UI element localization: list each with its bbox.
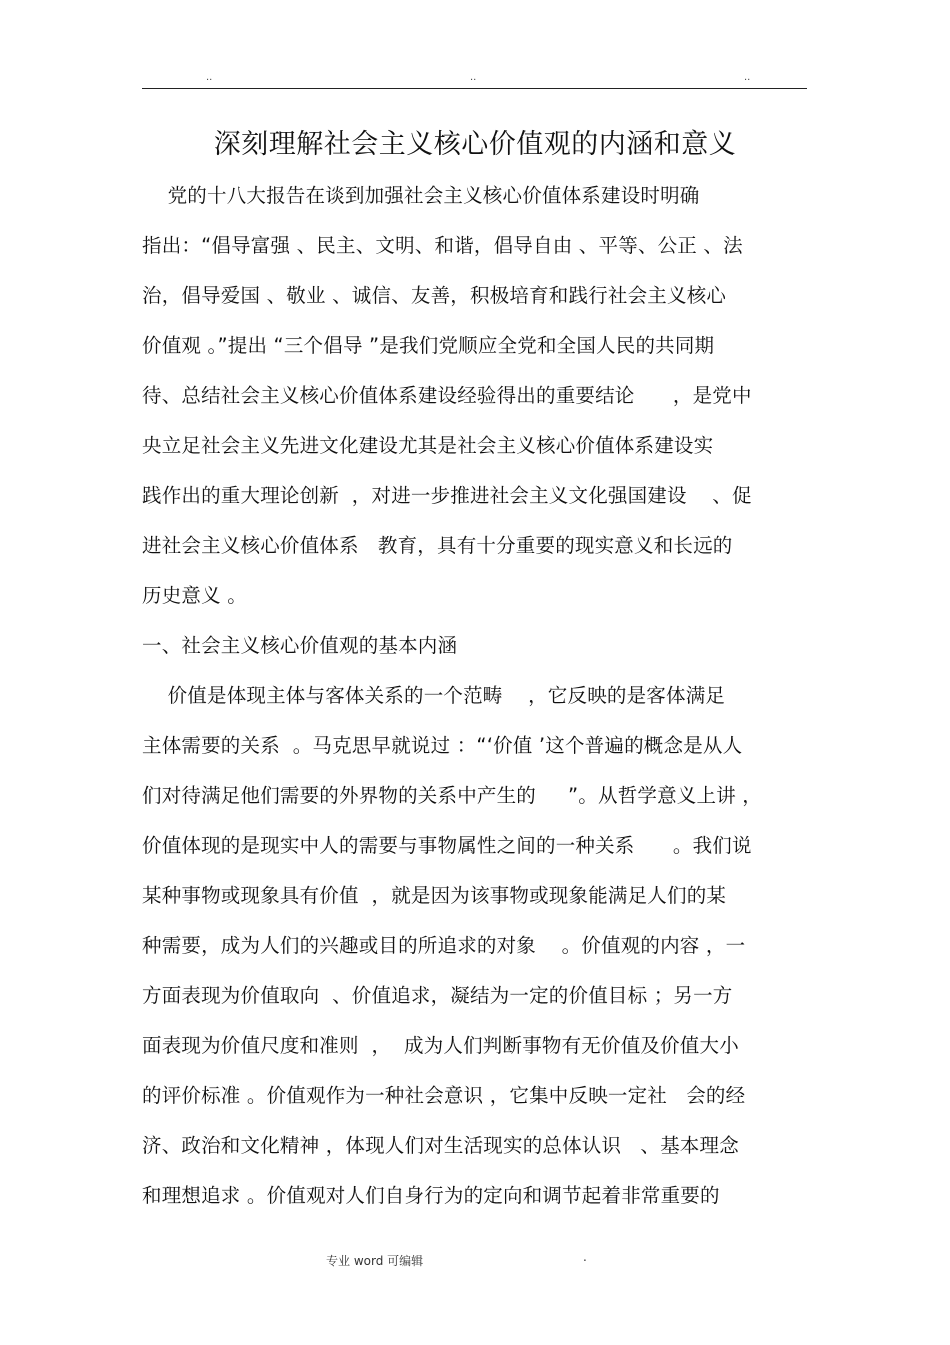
text-line: 们对待满足他们需要的外界物的关系中产生的 ”。从哲学意义上讲 ， [142, 784, 762, 807]
text-line: 种需要，成为人们的兴趣或目的所追求的对象 。价值观的内容 ，一 [142, 934, 746, 957]
text-line: 价值体现的是现实中人的需要与事物属性之间的一种关系 。我们说 [142, 834, 752, 857]
text-line: 主体需要的关系 。马克思早就说过 ：“‘价值 ’这个普遍的概念是从人 [142, 734, 743, 757]
text-line: 面表现为价值尺度和准则 ， 成为人们判断事物有无价值及价值大小 [142, 1034, 739, 1057]
header-dot-center: .. [470, 72, 477, 83]
header-dot-left: .. [206, 72, 213, 83]
text-line: 央立足社会主义先进文化建设尤其是社会主义核心价值体系建设实 [142, 434, 714, 457]
text-line: 践作出的重大理论创新 ，对进一步推进社会主义文化强国建设 、促 [142, 484, 752, 507]
footer-dot: . [583, 1250, 587, 1264]
text-line: 价值是体现主体与客体关系的一个范畴 ，它反映的是客体满足 [142, 684, 726, 707]
text-line: 的评价标准 。价值观作为一种社会意识 ，它集中反映一定社 会的经 [142, 1084, 746, 1107]
text-line: 和理想追求 。价值观对人们自身行为的定向和调节起着非常重要的 [142, 1184, 720, 1207]
text-line: 治，倡导爱国 、敬业 、诚信、友善，积极培育和践行社会主义核心 [142, 284, 727, 307]
text-line: 历史意义 。 [142, 584, 247, 607]
text-line: 待、总结社会主义核心价值体系建设经验得出的重要结论 ，是党中 [142, 384, 752, 407]
page-title: 深刻理解社会主义核心价值观的内涵和意义 [213, 129, 737, 160]
text-line: 方面表现为价值取向 、价值追求，凝结为一定的价值目标 ；另一方 [142, 984, 733, 1007]
footer-note: 专业 word 可编辑 [326, 1254, 424, 1268]
text-line: 指出：“倡导富强 、民主、文明、和谐，倡导自由 、平等、公正 、法 [142, 234, 743, 257]
header-rule [142, 88, 807, 89]
text-line: 党的十八大报告在谈到加强社会主义核心价值体系建设时明确 [142, 184, 700, 207]
text-line: 价值观 。”提出 “三个倡导 ”是我们党顺应全党和全国人民的共同期 [142, 334, 715, 357]
text-line: 某种事物或现象具有价值 ，就是因为该事物或现象能满足人们的某 [142, 884, 727, 907]
text-line: 济、政治和文化精神 ，体现人们对生活现实的总体认识 、基本理念 [142, 1134, 739, 1157]
text-line: 进社会主义核心价值体系 教育，具有十分重要的现实意义和长远的 [142, 534, 733, 557]
header-dot-right: .. [744, 72, 751, 83]
section-heading: 一、社会主义核心价值观的基本内涵 [142, 634, 458, 657]
